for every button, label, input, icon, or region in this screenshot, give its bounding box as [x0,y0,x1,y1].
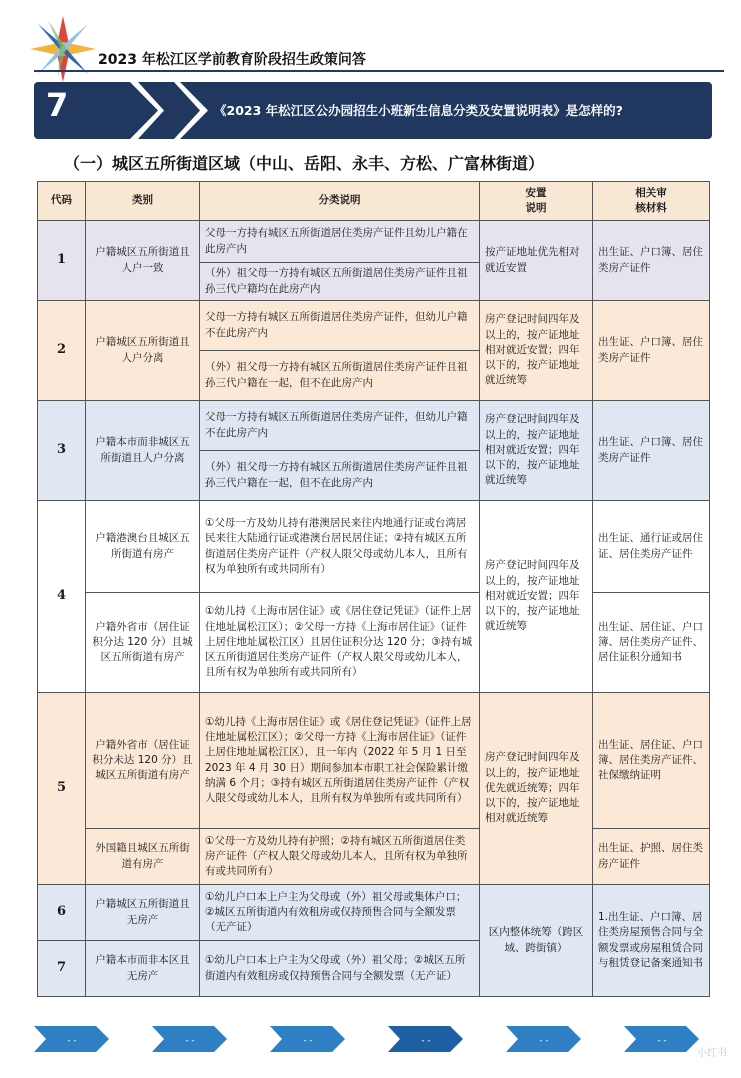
table-row [38,301,710,351]
row-materials: 出生证、居住证、户口簿、居住类房产证件、居住证积分通知书 [593,593,710,693]
row-placement: 房产登记时间四年及以上的，按产证地址优先就近统筹；四年以下的，按产证地址相对就近统筹 [480,693,593,885]
row-category: 户籍本市而非本区且无房产 [86,941,200,997]
row-placement: 房产登记时间四年及以上的，按产证地址相对就近安置；四年以下的，按产证地址就近统筹 [480,401,593,501]
row-category: 户籍外省市（居住证积分达 120 分）且城区五所街道有房产 [86,593,200,693]
row-category: 户籍本市而非城区五所街道且人户分离 [86,401,200,501]
table-header-row [38,182,710,221]
row-category: 户籍城区五所街道且人户分离 [86,301,200,401]
section-title: （一）城区五所街道区域（中山、岳阳、永丰、方松、广富林街道） [64,154,545,173]
header-code: 代码 [38,182,86,221]
header-category: 类别 [86,182,200,221]
svg-text:- -: - - [421,1036,431,1046]
table-row [38,501,710,593]
watermark: 小红书 [697,1048,727,1059]
table-row [38,829,710,885]
footer-chevron-icon [34,1026,109,1052]
row-placement: 按产证地址优先相对就近安置 [480,221,593,301]
row-code: 1 [38,221,86,301]
row-category: 户籍城区五所街道且无房产 [86,885,200,941]
row-materials: 出生证、户口簿、居住类房产证件 [593,401,710,501]
row-description: （外）祖父母一方持有城区五所街道居住类房产证件且祖孙三代户籍在一起，但不在此房产内 [200,451,480,501]
row-placement: 房产登记时间四年及以上的，按产证地址相对就近安置；四年以下的，按产证地址就近统筹 [480,501,593,693]
row-description: 父母一方持有城区五所街道居住类房产证件且幼儿户籍在此房产内 [200,221,480,263]
row-materials: 出生证、户口簿、居住类房产证件 [593,301,710,401]
row-description: 父母一方持有城区五所街道居住类房产证件，但幼儿户籍不在此房产内 [200,301,480,351]
footer-nav [34,1026,724,1052]
table-row [38,221,710,263]
row-code: 6 [38,885,86,941]
row-materials: 出生证、护照、居住类房产证件 [593,829,710,885]
row-materials: 1.出生证、户口簿、居住类房屋预售合同与全额发票或房屋租赁合同与租赁登记备案通知书 [593,885,710,997]
footer-chevron-icon [152,1026,227,1052]
row-code: 3 [38,401,86,501]
header-placement: 安置 说明 [480,182,593,221]
footer-chevron-icon [270,1026,345,1052]
row-code: 5 [38,693,86,885]
question-text: 《2023 年松江区公办园招生小班新生信息分类及安置说明表》是怎样的? [214,103,623,118]
row-description: 父母一方持有城区五所街道居住类房产证件，但幼儿户籍不在此房产内 [200,401,480,451]
svg-text:- -: - - [303,1036,313,1046]
row-placement: 房产登记时间四年及以上的，按产证地址相对就近安置；四年以下的，按产证地址就近统筹 [480,301,593,401]
row-code: 2 [38,301,86,401]
row-materials: 出生证、居住证、户口簿、居住类房产证件、社保缴纳证明 [593,693,710,829]
header-divider [34,70,724,72]
svg-text:- -: - - [657,1036,667,1046]
row-description: （外）祖父母一方持有城区五所街道居住类房产证件且祖孙三代户籍均在此房产内 [200,263,480,301]
table-row [38,593,710,693]
row-category: 户籍城区五所街道且人户一致 [86,221,200,301]
svg-text:- -: - - [67,1036,77,1046]
row-description: ①幼儿户口本上户主为父母或（外）祖父母或集体户口；②城区五所街道内有效租房或仅持预售合同与全额发票（无产证） [200,885,480,941]
row-materials: 出生证、通行证或居住证、居住类房产证件 [593,501,710,593]
table-row [38,693,710,829]
row-category: 户籍外省市（居住证积分未达 120 分）且城区五所街道有房产 [86,693,200,829]
row-materials: 出生证、户口簿、居住类房产证件 [593,221,710,301]
row-description: ①幼儿户口本上户主为父母或（外）祖父母；②城区五所街道内有效租房或仅持预售合同与全额发票（无产证） [200,941,480,997]
footer-chevron-icon [506,1026,581,1052]
row-description: ①父母一方及幼儿持有港澳居民来往内地通行证或台湾居民来往大陆通行证或港澳台居民居住证；②持有城区五所街道居住类房产证件（产权人限父母或幼儿本人，且所有权为单独所有或共同所有） [200,501,480,593]
placement-table [37,181,710,997]
row-code: 4 [38,501,86,693]
header-materials: 相关审 核材料 [593,182,710,221]
row-code: 7 [38,941,86,997]
question-number: 7 [46,86,69,124]
row-category: 户籍港澳台且城区五所街道有房产 [86,501,200,593]
row-placement: 区内整体统筹（跨区域、跨街镇） [480,885,593,997]
document-header-title: 2023 年松江区学前教育阶段招生政策问答 [98,52,366,68]
brand-logo-icon [28,14,98,84]
row-description: ①幼儿持《上海市居住证》或《居住登记凭证》（证件上居住地址属松江区）；②父母一方持《上海市居住证》（证件上居住地址属松江区），且一年内（2022 年 5 月 1 日至 2023 年 4 月 30 日）期间参加本市职工社会保险累计缴纳满 6 个月；③持有城区五所街道居住类房产证件（产权人限父母或幼儿本人，且所有权为单独所有或共同所有） [200,693,480,829]
table-row [38,401,710,451]
row-description: ①父母一方及幼儿持有护照；②持有城区五所街道居住类房产证件（产权人限父母或幼儿本人，且所有权为单独所有或共同所有） [200,829,480,885]
header-description: 分类说明 [200,182,480,221]
banner-chevron-icon [130,82,210,139]
row-description: （外）祖父母一方持有城区五所街道居住类房产证件且祖孙三代户籍在一起，但不在此房产内 [200,351,480,401]
row-category: 外国籍且城区五所街道有房产 [86,829,200,885]
table-row [38,885,710,941]
footer-chevron-icon [388,1026,463,1052]
svg-text:- -: - - [539,1036,549,1046]
svg-text:- -: - - [185,1036,195,1046]
row-description: ①幼儿持《上海市居住证》或《居住登记凭证》（证件上居住地址属松江区）；②父母一方持《上海市居住证》（证件上居住地址属松江区）且居住证积分达 120 分；③持有城区五所街道居住类房产证件（产权人限父母或幼儿本人，且所有权为单独所有或共同所有） [200,593,480,693]
footer-chevron-icon [624,1026,699,1052]
